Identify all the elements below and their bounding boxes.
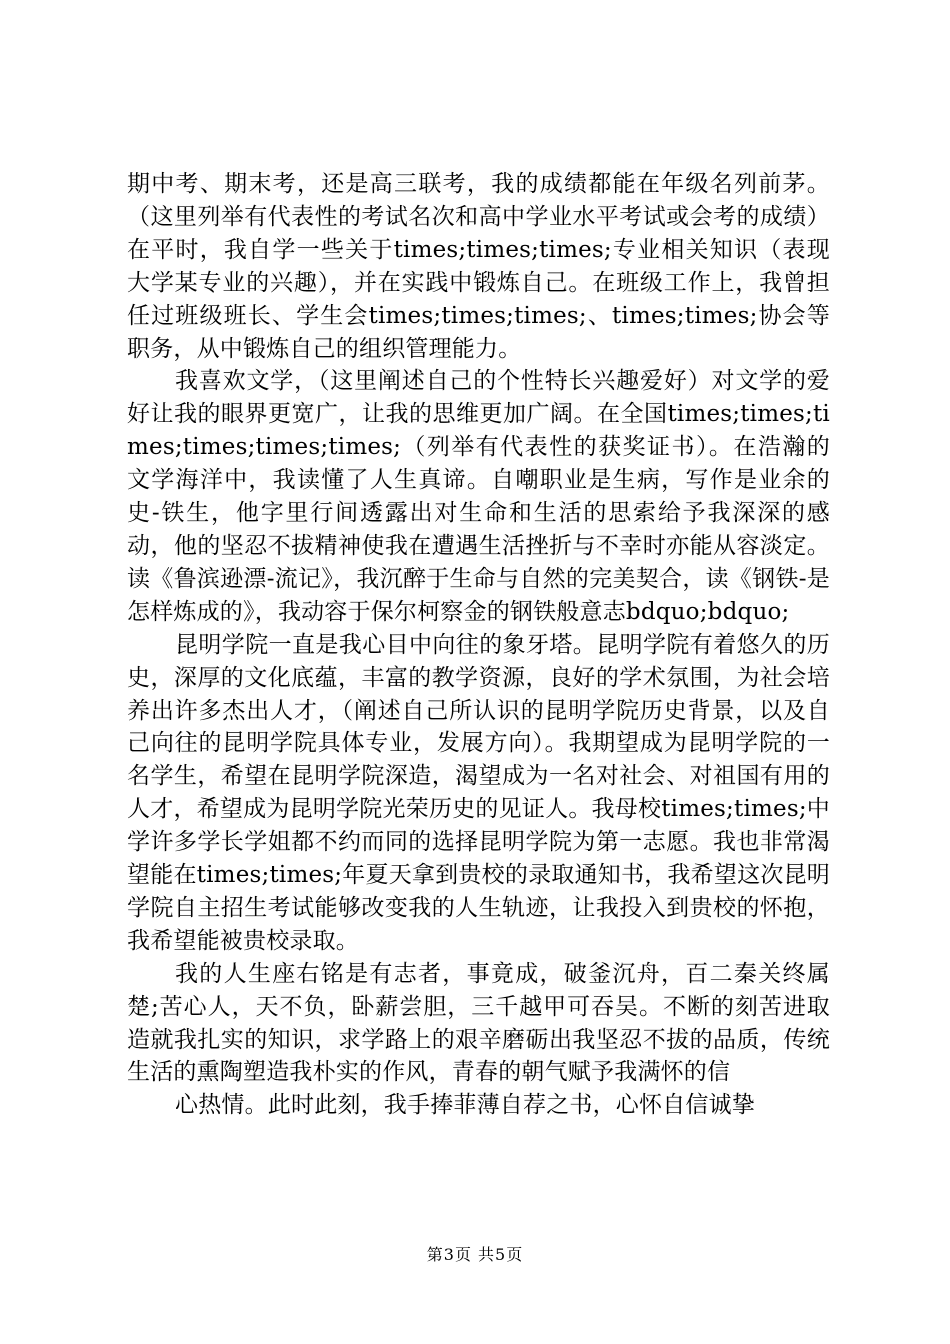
paragraph-1: 期中考、期末考，还是高三联考，我的成绩都能在年级名列前茅。（这里列举有代表性的考试名次和高中学业水平考试或会考的成绩）在平时，我自学一些关于times;times;times;专业相关知识（表现大学某专业的兴趣），并在实践中锻炼自己。在班级工作上，我曾担任过班级班长、学生会times;times;times;、times;times;协会等职务，从中锻炼自己的组织管理能力。 [127, 171, 830, 362]
page-number-footer: 第3页 共5页 [426, 1245, 524, 1264]
paragraph-2: 我喜欢文学，（这里阐述自己的个性特长兴趣爱好）对文学的爱好让我的眼界更宽广，让我的思维更加广阔。在全国times;times;times;times;times;times;（列举有代表性的获奖证书）。在浩瀚的文学海洋中，我读懂了人生真谛。自嘲职业是生病，写作是业余的史-铁生，他字里行间透露出对生命和生活的思索给予我深深的感动，他的坚忍不拔精神使我在遭遇生活挫折与不幸时亦能从容淡定。读《鲁滨逊漂-流记》，我沉醉于生命与自然的完美契合，读《钢铁-是怎样炼成的》，我动容于保尔柯察金的钢铁般意志bdquo;bdquo; [127, 368, 830, 625]
paragraph-5: 心热情。此时此刻，我手捧菲薄自荐之书，心怀自信诚挚 [175, 1092, 755, 1119]
paragraph-3: 昆明学院一直是我心目中向往的象牙塔。昆明学院有着悠久的历史，深厚的文化底蕴，丰富的教学资源，良好的学术氛围，为社会培养出许多杰出人才，（阐述自己所认识的昆明学院历史背景，以及自己向往的昆明学院具体专业，发展方向）。我期望成为昆明学院的一名学生，希望在昆明学院深造，渴望成为一名对社会、对祖国有用的人才，希望成为昆明学院光荣历史的见证人。我母校times;times;中学许多学长学姐都不约而同的选择昆明学院为第一志愿。我也非常渴望能在times;times;年夏天拿到贵校的录取通知书，我希望这次昆明学院自主招生考试能够改变我的人生轨迹，让我投入到贵校的怀抱，我希望能被贵校录取。 [127, 631, 830, 954]
paragraph-4: 我的人生座右铭是有志者，事竟成，破釜沉舟，百二秦关终属楚;苦心人，天不负，卧薪尝胆，三千越甲可吞吴。不断的刻苦进取造就我扎实的知识，求学路上的艰辛磨砺出我坚忍不拔的品质，传统生活的熏陶塑造我朴实的作风，青春的朝气赋予我满怀的信 [127, 960, 830, 1086]
document-body [127, 168, 830, 1122]
